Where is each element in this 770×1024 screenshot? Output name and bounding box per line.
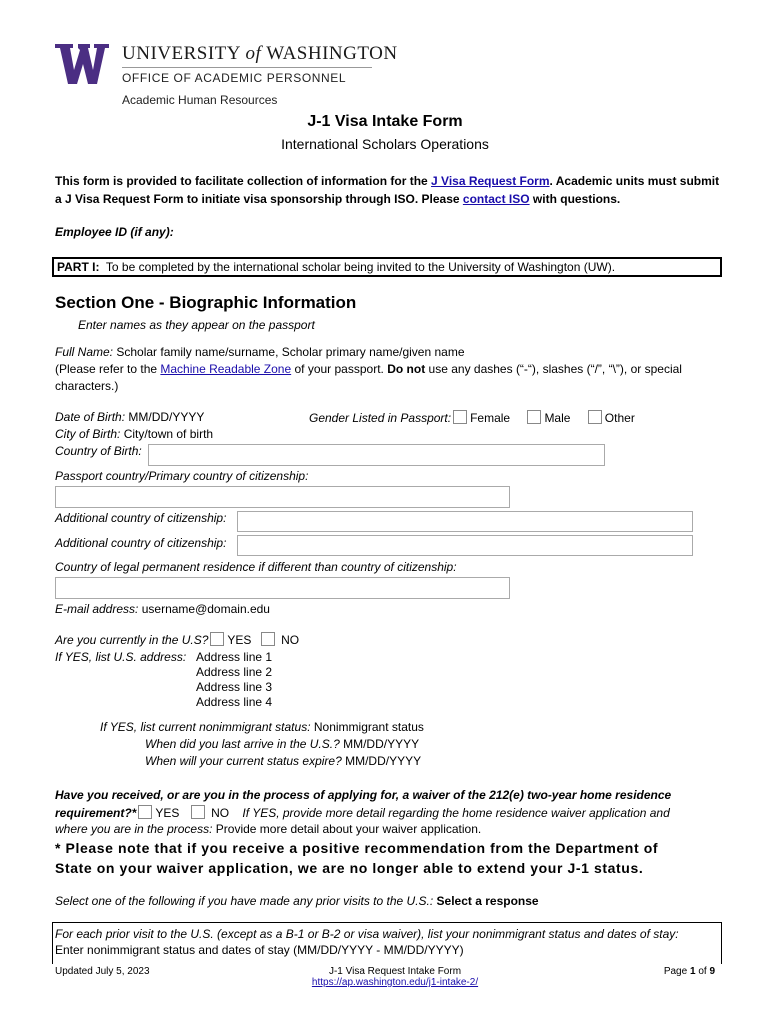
us-address-field[interactable]: Address line 1 Address line 2 Address line 3 Address line 4 [196,650,273,709]
contact-iso-link[interactable]: contact ISO [462,192,530,206]
full-name-field[interactable]: Scholar family name/surname, Scholar primary name/given name [116,345,465,359]
footer-url-link[interactable]: https://ap.washington.edu/j1-intake-2/ [311,977,479,988]
passport-note-cont: characters.) [55,379,119,393]
city-field[interactable]: City/town of birth [123,427,214,441]
gender-female-checkbox[interactable] [453,410,467,424]
waiver-notice: * Please note that if you receive a positive recommendation from the Department of State on your waiver application, we are no longer able to extend your J-1 status. [55,840,659,876]
additional-country-input-1[interactable] [237,511,693,532]
prior-visits-row: Select one of the following if you have made any prior visits to the U.S.: Select a response [55,894,539,908]
lpr-country-input[interactable] [55,577,510,599]
section-instructions: Enter names as they appear on the passport [78,318,315,332]
arrive-row: When did you last arrive in the U.S.? MM/DD/YYYY [145,737,420,751]
lpr-country-label: Country of legal permanent residence if different than country of citizenship: [55,560,457,574]
prior-each-field[interactable]: Enter nonimmigrant status and dates of stay (MM/DD/YYYY - MM/DD/YYYY) [55,943,464,957]
uw-logo-icon [55,44,109,84]
waiver-detail-row: where you are in the process: Provide more detail about your waiver application. [55,822,482,836]
waiver-yes-checkbox[interactable] [138,805,152,819]
footer-center: J-1 Visa Request Intake Form https://ap.washington.edu/j1-intake-2/ [311,966,479,988]
country-of-birth-input[interactable] [148,444,605,466]
passport-country-input[interactable] [55,486,510,508]
in-us-yes-checkbox[interactable] [210,632,224,646]
country-of-birth-label: Country of Birth: [55,444,142,458]
dob-row: Date of Birth: MM/DD/YYYY [55,410,205,424]
section-heading: Section One - Biographic Information [55,293,357,312]
j-visa-request-form-link[interactable]: J Visa Request Form [431,174,550,188]
form-title: J-1 Visa Intake Form [307,113,463,130]
waiver-no-checkbox[interactable] [191,805,205,819]
prior-each-label: For each prior visit to the U.S. (except as a B-1 or B-2 or visa waiver), list your nonimmigrant status and dates of stay: [55,927,679,941]
footer-updated: Updated July 5, 2023 [55,966,150,977]
waiver-question: Have you received, or are you in the process of applying for, a waiver of the 212(e) two-year home residence [55,788,672,802]
arrive-field[interactable]: MM/DD/YYYY [343,737,420,751]
expire-field[interactable]: MM/DD/YYYY [345,754,422,768]
employee-id-label: Employee ID (if any): [55,225,174,239]
part-banner: PART I: To be completed by the international scholar being invited to the University of Washington (UW). [52,257,722,277]
passport-note: (Please refer to the Machine Readable Zone of your passport. Do not use any dashes (“-“), slashes (“/”, “\”), or special [55,362,682,376]
in-us-row: Are you currently in the U.S? YES NO [55,633,300,647]
intro-paragraph: This form is provided to facilitate collection of information for the J Visa Request Form. Academic units must submit a J Visa Request Form to initiate visa sponsorship through ISO. Please contact ISO with questions. [55,174,720,206]
email-row: E-mail address: username@domain.edu [55,602,270,616]
additional-country-label-2: Additional country of citizenship: [55,536,227,550]
email-field[interactable]: username@domain.edu [141,602,270,616]
office-name: OFFICE OF ACADEMIC PERSONNEL [122,71,347,85]
city-row: City of Birth: City/town of birth [55,427,214,441]
passport-country-label: Passport country/Primary country of citizenship: [55,469,309,483]
machine-readable-zone-link[interactable]: Machine Readable Zone [160,362,292,376]
footer-page: Page 1 of 9 [663,966,715,977]
logo-divider [122,67,372,68]
status-field[interactable]: Nonimmigrant status [313,720,424,734]
gender-row: Gender Listed in Passport: Female Male Other [309,411,635,425]
form-subtitle: International Scholars Operations [281,136,489,152]
us-address-label: If YES, list U.S. address: [55,650,187,664]
additional-country-label-1: Additional country of citizenship: [55,511,227,525]
university-name: UNIVERSITY of WASHINGTON [122,43,398,64]
gender-other-checkbox[interactable] [588,410,602,424]
status-row: If YES, list current nonimmigrant status: Nonimmigrant status [100,720,424,734]
unit-name: Academic Human Resources [122,93,278,107]
gender-male-checkbox[interactable] [527,410,541,424]
additional-country-input-2[interactable] [237,535,693,556]
waiver-answer-row: requirement?* YES NO If YES, provide more detail regarding the home residence waiver application and [55,806,670,820]
expire-row: When will your current status expire? MM/DD/YYYY [145,754,422,768]
full-name-row: Full Name: Scholar family name/surname, Scholar primary name/given name [55,345,465,359]
waiver-detail-field[interactable]: Provide more detail about your waiver application. [215,822,482,836]
prior-visits-select[interactable]: Select a response [436,894,539,908]
in-us-no-checkbox[interactable] [261,632,275,646]
dob-field[interactable]: MM/DD/YYYY [128,410,205,424]
